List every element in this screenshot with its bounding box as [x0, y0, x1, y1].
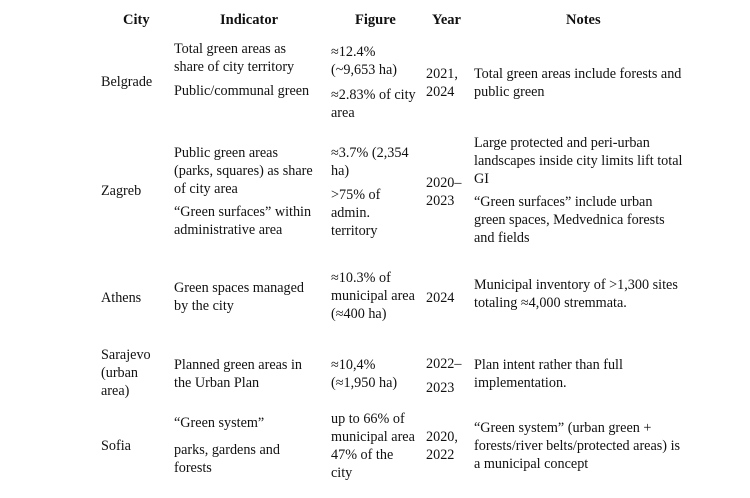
notes-line: public green — [474, 84, 545, 100]
figure-line: municipal area — [331, 429, 415, 445]
notes-line: green spaces, Medvednica forests — [474, 212, 665, 228]
figure-block — [331, 356, 397, 392]
indicator-line: the Urban Plan — [174, 375, 260, 391]
figure-block — [331, 186, 380, 240]
notes-line: Plan intent rather than full — [474, 357, 623, 373]
figure-block — [331, 269, 415, 323]
city-line: Sofia — [101, 438, 131, 454]
year-block — [426, 289, 454, 307]
notes-line: Total green areas include forests and — [474, 66, 682, 82]
indicator-line: administrative area — [174, 222, 283, 238]
notes-line: “Green system” (urban green + — [474, 420, 652, 436]
figure-line: ha) — [331, 163, 350, 179]
figure-line: territory — [331, 223, 378, 239]
figure-line: (~9,653 ha) — [331, 62, 397, 78]
header-notes: Notes — [566, 12, 601, 28]
indicator-line: “Green surfaces” within — [174, 204, 312, 220]
indicator-block — [174, 414, 264, 432]
figure-line: up to 66% of — [331, 411, 405, 427]
figure-line: ≈2.83% of city — [331, 87, 416, 103]
row-city — [101, 73, 152, 91]
row-city — [101, 289, 141, 307]
year-block — [426, 352, 461, 400]
indicator-line: share of city territory — [174, 59, 295, 75]
figure-line: ≈12.4% — [331, 44, 376, 60]
indicator-block — [174, 441, 280, 477]
notes-block — [474, 65, 681, 101]
year-line: 2024 — [426, 84, 455, 100]
indicator-line: of city area — [174, 181, 238, 197]
year-line: 2024 — [426, 290, 455, 306]
year-block — [426, 428, 458, 464]
year-block — [426, 65, 458, 101]
notes-line: Large protected and peri-urban — [474, 135, 650, 151]
indicator-line: Green spaces managed — [174, 280, 304, 296]
figure-block — [331, 144, 409, 180]
city-line: area) — [101, 383, 130, 399]
notes-line: forests/river belts/protected areas) is — [474, 438, 681, 454]
figure-line: area — [331, 105, 355, 121]
city-line: (urban — [101, 365, 139, 381]
notes-block — [474, 419, 680, 473]
indicator-block — [174, 40, 294, 76]
notes-block — [474, 134, 682, 188]
year-block — [426, 174, 461, 210]
indicator-block — [174, 279, 304, 315]
figure-line: ≈10.3% of — [331, 270, 391, 286]
indicator-block — [174, 144, 313, 198]
row-city — [101, 182, 141, 200]
figure-line: municipal area — [331, 288, 415, 304]
figure-line: city — [331, 465, 353, 481]
notes-line: “Green surfaces” include urban — [474, 194, 653, 210]
notes-line: implementation. — [474, 375, 567, 391]
city-line: Athens — [101, 290, 142, 306]
figure-line: (≈1,950 ha) — [331, 375, 398, 391]
figure-line: ≈3.7% (2,354 — [331, 145, 409, 161]
row-city — [101, 346, 151, 400]
year-line: 2023 — [426, 193, 455, 209]
notes-block — [474, 356, 623, 392]
notes-block — [474, 193, 665, 247]
indicator-line: Total green areas as — [174, 41, 287, 57]
year-line: 2020, — [426, 429, 458, 445]
figure-block — [331, 86, 416, 122]
indicator-line: “Green system” — [174, 415, 265, 431]
indicator-line: (parks, squares) as share — [174, 163, 313, 179]
figure-line: ≈10,4% — [331, 357, 376, 373]
figure-line: 47% of the — [331, 447, 394, 463]
notes-line: Municipal inventory of >1,300 sites — [474, 277, 678, 293]
year-line: 2022 — [426, 447, 455, 463]
notes-line: landscapes inside city limits lift total — [474, 153, 683, 169]
notes-line: a municipal concept — [474, 456, 589, 472]
row-city — [101, 437, 131, 455]
notes-line: GI — [474, 171, 489, 187]
city-line: Zagreb — [101, 183, 142, 199]
indicator-block — [174, 356, 302, 392]
figure-line: admin. — [331, 205, 371, 221]
notes-block — [474, 276, 678, 312]
indicator-line: Public green areas — [174, 145, 278, 161]
year-line: 2023 — [426, 380, 455, 396]
figure-block — [331, 410, 415, 482]
indicator-line: parks, gardens and — [174, 442, 280, 458]
city-line: Sarajevo — [101, 347, 151, 363]
figure-line: (≈400 ha) — [331, 306, 387, 322]
notes-line: totaling ≈4,000 stremmata. — [474, 295, 627, 311]
header-city: City — [123, 12, 150, 28]
header-figure: Figure — [355, 12, 396, 28]
indicator-block — [174, 203, 311, 239]
indicator-line: Planned green areas in — [174, 357, 303, 373]
city-line: Belgrade — [101, 74, 153, 90]
indicator-line: Public/communal green — [174, 83, 310, 99]
header-year: Year — [432, 12, 461, 28]
notes-line: and fields — [474, 230, 530, 246]
header-indicator: Indicator — [220, 12, 278, 28]
indicator-line: by the city — [174, 298, 234, 314]
year-line: 2022– — [426, 356, 462, 372]
year-line: 2020– — [426, 175, 462, 191]
figure-block — [331, 43, 397, 79]
year-line: 2021, — [426, 66, 458, 82]
indicator-block — [174, 82, 309, 100]
figure-line: >75% of — [331, 187, 381, 203]
indicator-line: forests — [174, 460, 212, 476]
